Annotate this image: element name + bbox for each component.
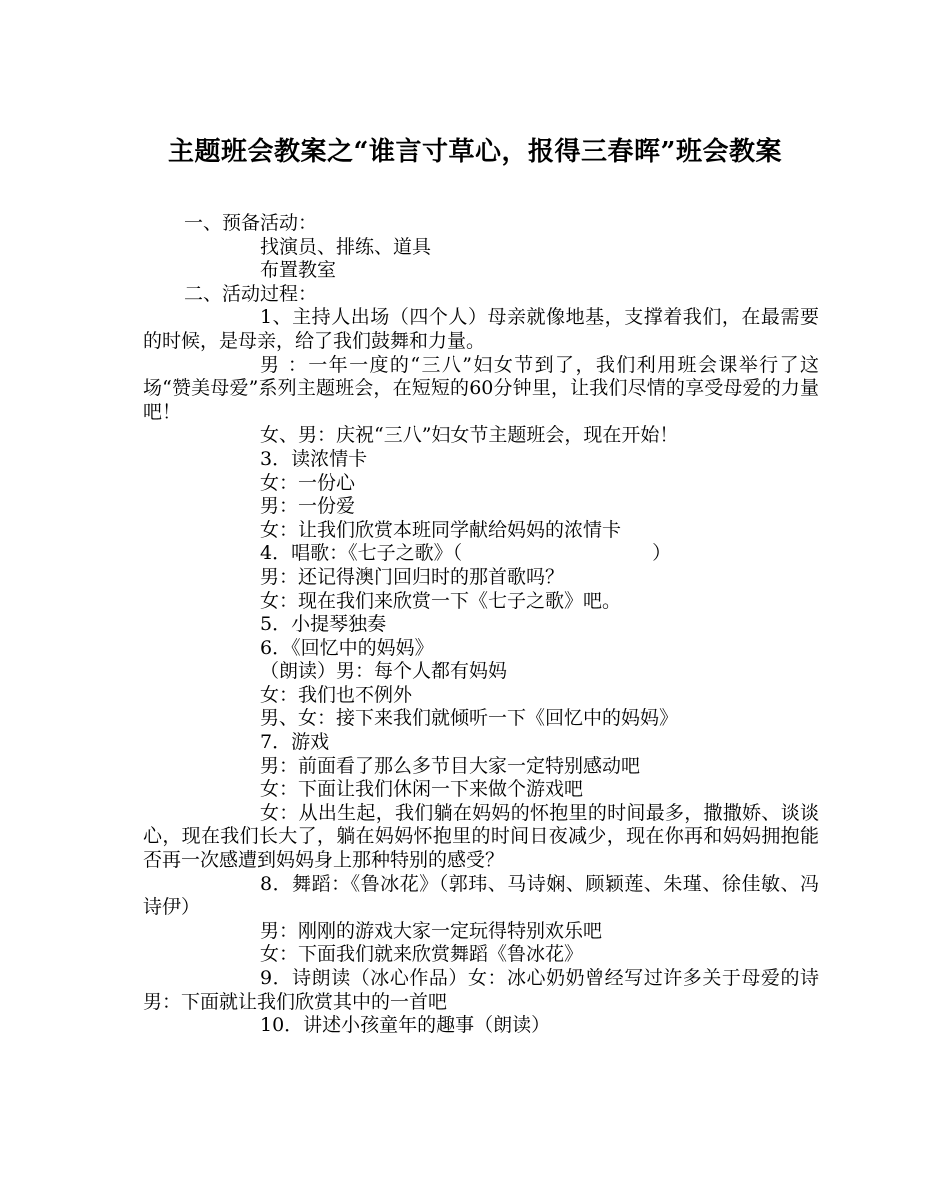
paragraph-line: 男：前面看了那么多节目大家一定特别感动吧 xyxy=(260,754,641,777)
paragraph-line: 女：下面让我们休闲一下来做个游戏吧 xyxy=(260,778,584,801)
paragraph-line: 找演员、排练、道具 xyxy=(260,235,432,258)
paragraph-line: 6．《回忆中的妈妈》 xyxy=(260,636,434,659)
paragraph-line: 女：一份心 xyxy=(260,471,356,494)
paragraph-line: 二、活动过程： xyxy=(184,282,318,305)
paragraph-line: 3．读浓情卡 xyxy=(260,447,368,470)
paragraph-line: 1、主持人出场（四个人）母亲就像地基，支撑着我们，在最需要的时候，是母亲，给了我们鼓舞和力量。 xyxy=(143,306,819,352)
paragraph-line: 女：下面我们就来欣赏舞蹈《鲁冰花》 xyxy=(260,943,584,966)
paragraph-line: 男：还记得澳门回归时的那首歌吗？ xyxy=(260,565,565,588)
paragraph-line: 女：从出生起，我们躺在妈妈的怀抱里的时间最多，撒撒娇、谈谈心，现在我们长大了，躺在妈妈怀抱里的时间日夜减少，现在你再和妈妈拥抱能否再一次感遭到妈妈身上那种特别的感受？ xyxy=(143,801,819,872)
document-title: 主题班会教案之“谁言寸草心，报得三春晖”班会教案 xyxy=(168,137,782,167)
song-line-text: 4．唱歌：《七子之歌》（ xyxy=(260,542,463,565)
song-line-close: ） xyxy=(652,542,672,565)
paragraph-line: 5．小提琴独奏 xyxy=(260,613,387,636)
paragraph-line: 女、男：庆祝“三八”妇女节主题班会，现在开始！ xyxy=(260,424,679,447)
paragraph-line: 男：一份爱 xyxy=(260,495,356,518)
paragraph-line: 7．游戏 xyxy=(260,731,330,754)
paragraph-line: 女：现在我们来欣赏一下《七子之歌》吧。 xyxy=(260,589,622,612)
paragraph-line: 一、预备活动： xyxy=(184,212,318,234)
paragraph-line: （朗读）男：每个人都有妈妈 xyxy=(260,660,508,683)
paragraph-line: 男、女：接下来我们就倾听一下《回忆中的妈妈》 xyxy=(260,707,679,730)
paragraph-line xyxy=(143,542,819,566)
paragraph-line: 8．舞蹈：《鲁冰花》（郭玮、马诗娴、顾颖莲、朱瑾、徐佳敏、冯诗伊） xyxy=(143,872,819,919)
paragraph-line: 10．讲述小孩童年的趣事（朗读） xyxy=(260,1014,551,1037)
paragraph-line: 女：让我们欣赏本班同学献给妈妈的浓情卡 xyxy=(260,518,622,541)
paragraph-line: 女：我们也不例外 xyxy=(260,683,413,706)
paragraph-line: 男 ：一年一度的“三八”妇女节到了，我们利用班会课举行了这场“赞美母爱”系列主题班会，在短短的60分钟里，让我们尽情的享受母爱的力量吧！ xyxy=(143,353,819,423)
paragraph-line: 男：刚刚的游戏大家一定玩得特别欢乐吧 xyxy=(260,919,603,942)
document-body xyxy=(143,212,819,1038)
paragraph-line: 9．诗朗读（冰心作品）女：冰心奶奶曾经写过许多关于母爱的诗 男：下面就让我们欣赏其中的一首吧 xyxy=(143,967,819,1013)
paragraph-line: 布置教室 xyxy=(260,259,337,282)
